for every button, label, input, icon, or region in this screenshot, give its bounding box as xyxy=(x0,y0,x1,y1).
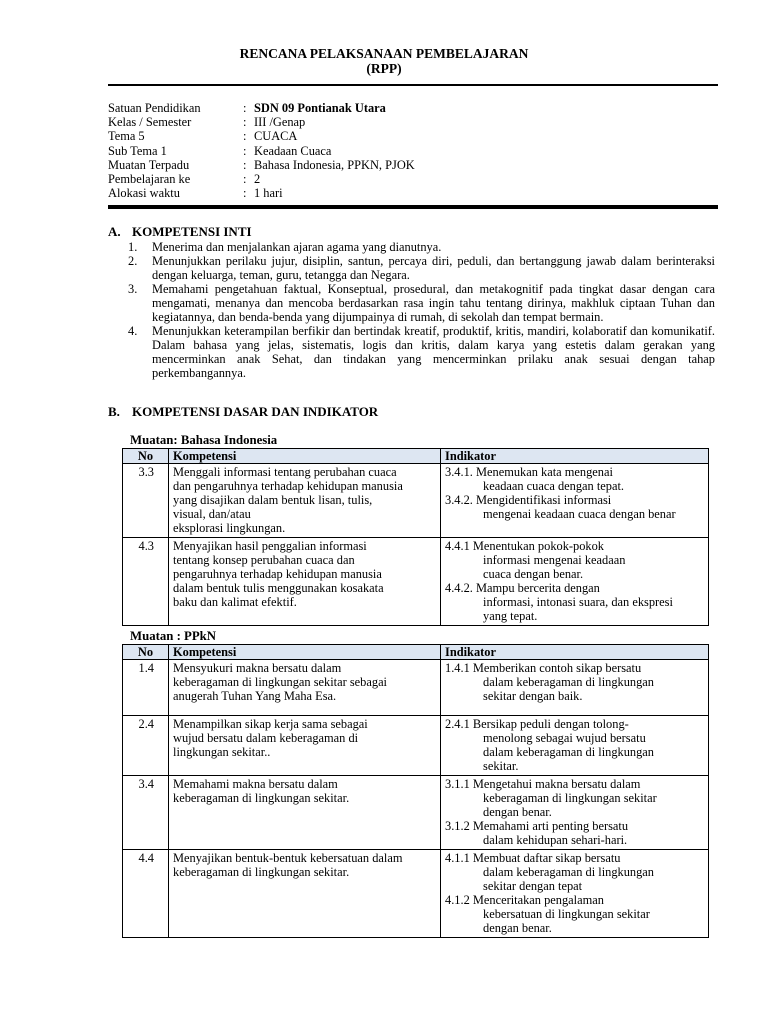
indikator-text: Menemukan kata mengenai xyxy=(476,465,613,479)
info-value: 2 xyxy=(254,172,261,186)
ki-item xyxy=(128,240,715,254)
indikator-line: dalam keberagaman di lingkungan xyxy=(483,745,655,759)
indikator-code: 4.4.1 xyxy=(445,539,470,553)
info-value: Bahasa Indonesia, PPKN, PJOK xyxy=(254,157,415,172)
bahasa-indonesia-table xyxy=(122,448,709,626)
kompetensi-line: pengaruhnya terhadap kehidupan manusia xyxy=(173,567,382,581)
indikator-code: 4.1.1 xyxy=(445,851,470,865)
kompetensi-cell xyxy=(169,850,441,938)
kompetensi-line: dan pengaruhnya terhadap kehidupan manusia xyxy=(173,479,403,493)
kompetensi-cell xyxy=(169,716,441,776)
indikator-line: mengenai keadaan cuaca dengan benar xyxy=(483,507,676,521)
header-kompetensi: Kompetensi xyxy=(169,449,441,464)
info-colon: : xyxy=(243,157,247,172)
indikator-line: informasi, intonasi suara, dan ekspresi xyxy=(483,595,673,609)
kompetensi-cell xyxy=(169,776,441,850)
table-row xyxy=(123,776,709,850)
indikator-first-line xyxy=(445,851,704,865)
document-title: RENCANA PELAKSANAAN PEMBELAJARAN xyxy=(239,46,529,61)
kompetensi-line: tentang konsep perubahan cuaca dan xyxy=(173,553,355,567)
row-number: 3.4 xyxy=(123,776,169,850)
indikator-item xyxy=(445,717,704,773)
row-number: 4.3 xyxy=(123,538,169,626)
table-header-row xyxy=(123,449,709,464)
kompetensi-line: visual, dan/atau xyxy=(173,507,251,521)
kompetensi-line: keberagaman di lingkungan sekitar. xyxy=(173,791,350,805)
kompetensi-line: Menampilkan sikap kerja sama sebagai xyxy=(173,717,368,731)
indikator-text: Menceritakan pengalaman xyxy=(472,893,604,907)
indikator-text: Bersikap peduli dengan tolong- xyxy=(472,717,629,731)
info-colon: : xyxy=(243,129,247,144)
kompetensi-line: eksplorasi lingkungan. xyxy=(173,521,286,535)
header-no: No xyxy=(123,645,169,660)
indikator-text: Mampu bercerita dengan xyxy=(476,581,600,595)
indikator-line: kebersatuan di lingkungan sekitar xyxy=(483,907,650,921)
info-colon: : xyxy=(243,143,247,158)
info-rule xyxy=(108,205,718,209)
indikator-item xyxy=(445,465,704,493)
indikator-code: 3.1.1 xyxy=(445,777,470,791)
ki-item-text: Menunjukkan keterampilan berfikir dan bertindak kreatif, produktif, kritis, mandiri, kolaboratif dan komunikatif. Dalam bahasa yang jelas, sistematis, logis dan kritis, dalam karya yang estetis dalam gerakan yang mencerminkan anak Sehat, dan tindakan yang mencerminkan prilaku anak sesuai dengan tahap perkembangannya. xyxy=(152,324,715,380)
indikator-line: keadaan cuaca dengan tepat. xyxy=(483,479,625,493)
info-colon: : xyxy=(243,186,247,201)
info-colon: : xyxy=(243,172,247,186)
info-value: 1 hari xyxy=(254,186,283,201)
indikator-line: dengan benar. xyxy=(483,921,552,935)
table-row xyxy=(123,660,709,716)
indikator-first-line xyxy=(445,581,704,595)
kompetensi-line: lingkungan sekitar.. xyxy=(173,745,271,759)
indikator-cell xyxy=(441,660,709,716)
ki-item xyxy=(128,282,715,324)
indikator-code: 2.4.1 xyxy=(445,717,470,731)
header-rule xyxy=(108,84,718,86)
indikator-code: 4.1.2 xyxy=(445,893,470,907)
indikator-line: cuaca dengan benar. xyxy=(483,567,584,581)
indikator-line: menolong sebagai wujud bersatu xyxy=(483,731,646,745)
table-row xyxy=(123,850,709,938)
indikator-item xyxy=(445,539,704,581)
indikator-item xyxy=(445,581,704,623)
row-number: 2.4 xyxy=(123,716,169,776)
indikator-cell xyxy=(441,776,709,850)
header-indikator: Indikator xyxy=(441,449,709,464)
indikator-line: sekitar dengan baik. xyxy=(483,689,583,703)
muatan-ppkn-label: Muatan : PPkN xyxy=(130,629,217,643)
info-label: Pembelajaran ke xyxy=(108,172,191,186)
indikator-item xyxy=(445,893,704,935)
info-value: III /Genap xyxy=(254,115,306,130)
ki-item-text: Menerima dan menjalankan ajaran agama yang dianutnya. xyxy=(152,240,442,254)
ki-item-number: 1. xyxy=(128,240,138,254)
kompetensi-cell xyxy=(169,464,441,538)
indikator-cell xyxy=(441,716,709,776)
indikator-text: Menentukan pokok-pokok xyxy=(472,539,605,553)
kompetensi-inti-list xyxy=(128,240,715,380)
table-row xyxy=(123,464,709,538)
indikator-first-line xyxy=(445,493,704,507)
section-a-letter: A. xyxy=(108,224,121,239)
kompetensi-line: dalam bentuk tulis menggunakan kosakata xyxy=(173,581,384,595)
ki-item-number: 2. xyxy=(128,254,138,268)
row-number: 1.4 xyxy=(123,660,169,716)
ki-item xyxy=(128,324,715,380)
indikator-text: Mengetahui makna bersatu dalam xyxy=(472,777,641,791)
ki-item-number: 3. xyxy=(128,282,138,296)
indikator-line: dalam keberagaman di lingkungan xyxy=(483,675,655,689)
indikator-text: Membuat daftar sikap bersatu xyxy=(472,851,621,865)
info-label: Muatan Terpadu xyxy=(108,157,190,172)
kompetensi-line: anugerah Tuhan Yang Maha Esa. xyxy=(173,689,337,703)
info-value: Keadaan Cuaca xyxy=(254,143,332,158)
indikator-item xyxy=(445,777,704,819)
info-value: CUACA xyxy=(254,129,298,144)
indikator-first-line xyxy=(445,539,704,553)
kompetensi-line: yang disajikan dalam bentuk lisan, tulis, xyxy=(173,493,373,507)
indikator-first-line xyxy=(445,893,704,907)
kompetensi-line: Menyajikan hasil penggalian informasi xyxy=(173,539,367,553)
indikator-code: 3.4.2. xyxy=(445,493,473,507)
info-colon: : xyxy=(243,101,247,115)
indikator-line: sekitar dengan tepat xyxy=(483,879,583,893)
info-colon: : xyxy=(243,115,247,130)
document-subtitle: (RPP) xyxy=(366,61,402,76)
kompetensi-line: keberagaman di lingkungan sekitar sebagai xyxy=(173,675,388,689)
table-header-row xyxy=(123,645,709,660)
info-label: Tema 5 xyxy=(108,129,145,144)
kompetensi-line: Mensyukuri makna bersatu dalam xyxy=(173,661,342,675)
indikator-line: dengan benar. xyxy=(483,805,552,819)
info-label: Kelas / Semester xyxy=(108,115,192,130)
info-value: SDN 09 Pontianak Utara xyxy=(254,101,386,115)
ki-item-number: 4. xyxy=(128,324,138,338)
indikator-cell xyxy=(441,464,709,538)
header-no: No xyxy=(123,449,169,464)
indikator-item xyxy=(445,819,704,847)
indikator-item xyxy=(445,851,704,893)
header-kompetensi: Kompetensi xyxy=(169,645,441,660)
indikator-text: Memberikan contoh sikap bersatu xyxy=(472,661,642,675)
kompetensi-cell xyxy=(169,660,441,716)
indikator-line: yang tepat. xyxy=(483,609,538,623)
header-indikator: Indikator xyxy=(441,645,709,660)
table-row xyxy=(123,716,709,776)
indikator-line: sekitar. xyxy=(483,759,519,773)
indikator-first-line xyxy=(445,661,704,675)
ki-item xyxy=(128,254,715,282)
indikator-first-line xyxy=(445,777,704,791)
indikator-code: 3.1.2 xyxy=(445,819,470,833)
indikator-line: informasi mengenai keadaan xyxy=(483,553,626,567)
indikator-first-line xyxy=(445,465,704,479)
indikator-line: dalam keberagaman di lingkungan xyxy=(483,865,655,879)
ppkn-table xyxy=(122,644,709,938)
kompetensi-line: keberagaman di lingkungan sekitar. xyxy=(173,865,350,879)
indikator-cell xyxy=(441,538,709,626)
indikator-cell xyxy=(441,850,709,938)
indikator-line: keberagaman di lingkungan sekitar xyxy=(483,791,657,805)
indikator-first-line xyxy=(445,717,704,731)
info-label: Sub Tema 1 xyxy=(108,143,167,158)
info-label: Satuan Pendidikan xyxy=(108,101,201,115)
kompetensi-line: Menyajikan bentuk-bentuk kebersatuan dalam xyxy=(173,851,403,865)
muatan-bahasa-label: Muatan: Bahasa Indonesia xyxy=(130,433,278,447)
indikator-first-line xyxy=(445,819,704,833)
table-row xyxy=(123,538,709,626)
kompetensi-line: baku dan kalimat efektif. xyxy=(173,595,297,609)
indikator-code: 1.4.1 xyxy=(445,661,470,675)
row-number: 3.3 xyxy=(123,464,169,538)
section-b-title: KOMPETENSI DASAR DAN INDIKATOR xyxy=(132,404,379,419)
ki-item-text: Menunjukkan perilaku jujur, disiplin, santun, percaya diri, peduli, dan bertanggung jawab dalam berinteraksi dengan keluarga, teman, guru, tetangga dan Negara. xyxy=(152,254,715,282)
indikator-code: 4.4.2. xyxy=(445,581,473,595)
indikator-text: Mengidentifikasi informasi xyxy=(476,493,612,507)
section-a-title: KOMPETENSI INTI xyxy=(132,224,252,239)
kompetensi-line: Menggali informasi tentang perubahan cuaca xyxy=(173,465,397,479)
indikator-line: dalam kehidupan sehari-hari. xyxy=(483,833,628,847)
indikator-text: Memahami arti penting bersatu xyxy=(472,819,629,833)
ki-item-text: Memahami pengetahuan faktual, Konseptual, prosedural, dan metakognitif pada tingkat dasar dengan cara mengamati, menanya dan mencoba berdasarkan rasa ingin tahu tentang dirinya, makhluk ciptaan Tuhan dan kegiatannya, dan benda-benda yang dijumpainya di rumah, di sekolah dan tempat bermain. xyxy=(152,282,715,324)
row-number: 4.4 xyxy=(123,850,169,938)
info-label: Alokasi waktu xyxy=(108,186,180,201)
indikator-code: 3.4.1. xyxy=(445,465,473,479)
kompetensi-line: wujud bersatu dalam keberagaman di xyxy=(173,731,359,745)
indikator-item xyxy=(445,493,704,521)
kompetensi-line: Memahami makna bersatu dalam xyxy=(173,777,338,791)
section-b-letter: B. xyxy=(108,404,120,419)
indikator-item xyxy=(445,661,704,703)
kompetensi-cell xyxy=(169,538,441,626)
